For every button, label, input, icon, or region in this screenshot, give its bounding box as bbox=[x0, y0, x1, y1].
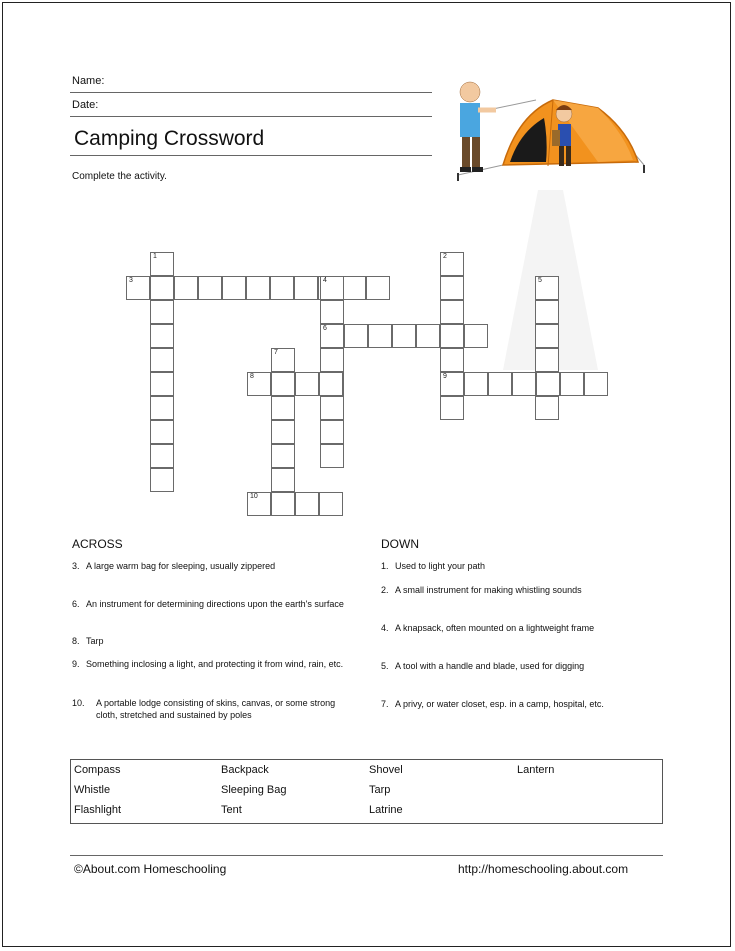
crossword-cell[interactable] bbox=[440, 348, 464, 372]
crossword-cell[interactable] bbox=[150, 348, 174, 372]
crossword-cell[interactable] bbox=[222, 276, 246, 300]
clue-item bbox=[72, 560, 357, 572]
clue-item bbox=[381, 698, 661, 710]
clue-number: 8. bbox=[72, 636, 80, 646]
clue-item bbox=[72, 658, 357, 670]
clue-number: 2. bbox=[381, 585, 389, 595]
word-bank-item: Flashlight bbox=[74, 804, 122, 816]
crossword-cell[interactable] bbox=[440, 324, 464, 348]
crossword-cell[interactable] bbox=[150, 396, 174, 420]
crossword-cell[interactable] bbox=[320, 444, 344, 468]
crossword-cell[interactable] bbox=[271, 396, 295, 420]
crossword-cell[interactable] bbox=[344, 324, 368, 348]
date-line bbox=[70, 116, 432, 117]
title-line bbox=[70, 155, 432, 156]
crossword-cell[interactable] bbox=[271, 372, 295, 396]
clue-number: 4. bbox=[381, 623, 389, 633]
word-bank bbox=[70, 759, 663, 824]
crossword-cell[interactable] bbox=[150, 444, 174, 468]
clue-number: 6. bbox=[72, 599, 80, 609]
crossword-cell[interactable] bbox=[150, 300, 174, 324]
clue-text: A large warm bag for sleeping, usually zippered bbox=[86, 561, 276, 571]
clue-text: A portable lodge consisting of skins, canvas, or some strong cloth, stretched and sustained by poles bbox=[96, 698, 336, 720]
crossword-cell[interactable] bbox=[295, 492, 319, 516]
word-bank-item: Shovel bbox=[369, 764, 403, 776]
clue-text: A small instrument for making whistling sounds bbox=[395, 585, 582, 595]
crossword-cell[interactable] bbox=[320, 324, 344, 348]
cell-number: 6 bbox=[323, 325, 327, 332]
cell-number: 8 bbox=[250, 373, 254, 380]
crossword-cell[interactable] bbox=[246, 276, 270, 300]
clue-text: Used to light your path bbox=[395, 561, 486, 571]
crossword-cell[interactable] bbox=[150, 324, 174, 348]
crossword-cell[interactable] bbox=[271, 468, 295, 492]
page-title: Camping Crossword bbox=[74, 127, 265, 150]
instructions: Complete the activity. bbox=[72, 171, 167, 182]
crossword-cell[interactable] bbox=[319, 372, 343, 396]
crossword-cell[interactable] bbox=[271, 492, 295, 516]
footer-copyright: ©About.com Homeschooling bbox=[74, 862, 227, 876]
clue-number: 10. bbox=[72, 698, 85, 708]
name-line bbox=[70, 92, 432, 93]
crossword-cell[interactable] bbox=[560, 372, 584, 396]
word-bank-item: Backpack bbox=[221, 764, 269, 776]
clue-text: Tarp bbox=[86, 636, 104, 646]
crossword-cell[interactable] bbox=[150, 252, 174, 276]
crossword-cell[interactable] bbox=[271, 348, 295, 372]
crossword-cell[interactable] bbox=[440, 300, 464, 324]
cell-number: 7 bbox=[274, 349, 278, 356]
clue-number: 3. bbox=[72, 561, 80, 571]
crossword-cell[interactable] bbox=[271, 444, 295, 468]
crossword-cell[interactable] bbox=[536, 372, 560, 396]
cell-number: 3 bbox=[129, 277, 133, 284]
word-bank-item: Tent bbox=[221, 804, 242, 816]
cell-number: 4 bbox=[323, 277, 327, 284]
crossword-cell[interactable] bbox=[464, 372, 488, 396]
word-bank-item: Compass bbox=[74, 764, 121, 776]
down-heading: DOWN bbox=[381, 537, 419, 551]
crossword-cell[interactable] bbox=[247, 372, 271, 396]
crossword-cell[interactable] bbox=[320, 348, 344, 372]
crossword-cell[interactable] bbox=[392, 324, 416, 348]
crossword-cell[interactable] bbox=[150, 276, 174, 300]
crossword-cell[interactable] bbox=[535, 300, 559, 324]
crossword-cell[interactable] bbox=[416, 324, 440, 348]
crossword-cell[interactable] bbox=[320, 276, 344, 300]
crossword-cell[interactable] bbox=[440, 252, 464, 276]
crossword-cell[interactable] bbox=[320, 420, 344, 444]
crossword-cell[interactable] bbox=[150, 372, 174, 396]
crossword-cell[interactable] bbox=[368, 324, 392, 348]
clue-text: A tool with a handle and blade, used for digging bbox=[395, 661, 585, 671]
word-bank-item: Latrine bbox=[369, 804, 403, 816]
clue-number: 7. bbox=[381, 699, 389, 709]
crossword-cell[interactable] bbox=[271, 420, 295, 444]
crossword-cell[interactable] bbox=[174, 276, 198, 300]
crossword-cell[interactable] bbox=[488, 372, 512, 396]
crossword-cell[interactable] bbox=[150, 420, 174, 444]
crossword-cell[interactable] bbox=[512, 372, 536, 396]
clue-item bbox=[72, 697, 357, 721]
crossword-cell[interactable] bbox=[294, 276, 318, 300]
clue-item bbox=[381, 560, 661, 572]
crossword-cell[interactable] bbox=[247, 492, 271, 516]
clue-item bbox=[381, 584, 661, 596]
word-bank-item: Lantern bbox=[517, 764, 555, 776]
crossword-cell[interactable] bbox=[440, 276, 464, 300]
crossword-cell[interactable] bbox=[535, 276, 559, 300]
clue-item bbox=[72, 598, 357, 610]
crossword-cell[interactable] bbox=[319, 492, 343, 516]
crossword-cell[interactable] bbox=[535, 396, 559, 420]
crossword-cell[interactable] bbox=[320, 300, 344, 324]
word-bank-item: Sleeping Bag bbox=[221, 784, 287, 796]
crossword-cell[interactable] bbox=[440, 372, 464, 396]
footer-line bbox=[70, 855, 663, 856]
crossword-cell[interactable] bbox=[295, 372, 319, 396]
cell-number: 10 bbox=[250, 493, 258, 500]
crossword-cell[interactable] bbox=[366, 276, 390, 300]
crossword-cell[interactable] bbox=[198, 276, 222, 300]
clue-text: A knapsack, often mounted on a lightweight frame bbox=[395, 623, 595, 633]
crossword-cell[interactable] bbox=[440, 396, 464, 420]
across-heading: ACROSS bbox=[72, 537, 123, 551]
clue-number: 9. bbox=[72, 659, 80, 669]
crossword-cell[interactable] bbox=[535, 348, 559, 372]
clue-text: Something inclosing a light, and protecting it from wind, rain, etc. bbox=[86, 659, 344, 669]
clue-item bbox=[381, 660, 661, 672]
date-label: Date: bbox=[72, 99, 99, 111]
crossword-cell[interactable] bbox=[320, 396, 344, 420]
cell-number: 1 bbox=[153, 253, 157, 260]
name-label: Name: bbox=[72, 75, 105, 87]
clue-text: An instrument for determining directions upon the earth's surface bbox=[86, 599, 344, 609]
footer-url[interactable]: http://homeschooling.about.com bbox=[458, 862, 629, 876]
crossword-cell[interactable] bbox=[584, 372, 608, 396]
crossword-cell[interactable] bbox=[535, 324, 559, 348]
crossword-cell[interactable] bbox=[464, 324, 488, 348]
word-bank-item: Whistle bbox=[74, 784, 111, 796]
cell-number: 5 bbox=[538, 277, 542, 284]
word-bank-item: Tarp bbox=[369, 784, 391, 796]
clue-number: 5. bbox=[381, 661, 389, 671]
cell-number: 2 bbox=[443, 253, 447, 260]
clue-number: 1. bbox=[381, 561, 389, 571]
clue-item bbox=[72, 635, 357, 647]
clue-item bbox=[381, 622, 661, 634]
crossword-cell[interactable] bbox=[342, 276, 366, 300]
clue-text: A privy, or water closet, esp. in a camp, hospital, etc. bbox=[395, 699, 604, 709]
cell-number: 9 bbox=[443, 373, 447, 380]
crossword-cell[interactable] bbox=[150, 468, 174, 492]
crossword-cell[interactable] bbox=[126, 276, 150, 300]
crossword-cell[interactable] bbox=[270, 276, 294, 300]
